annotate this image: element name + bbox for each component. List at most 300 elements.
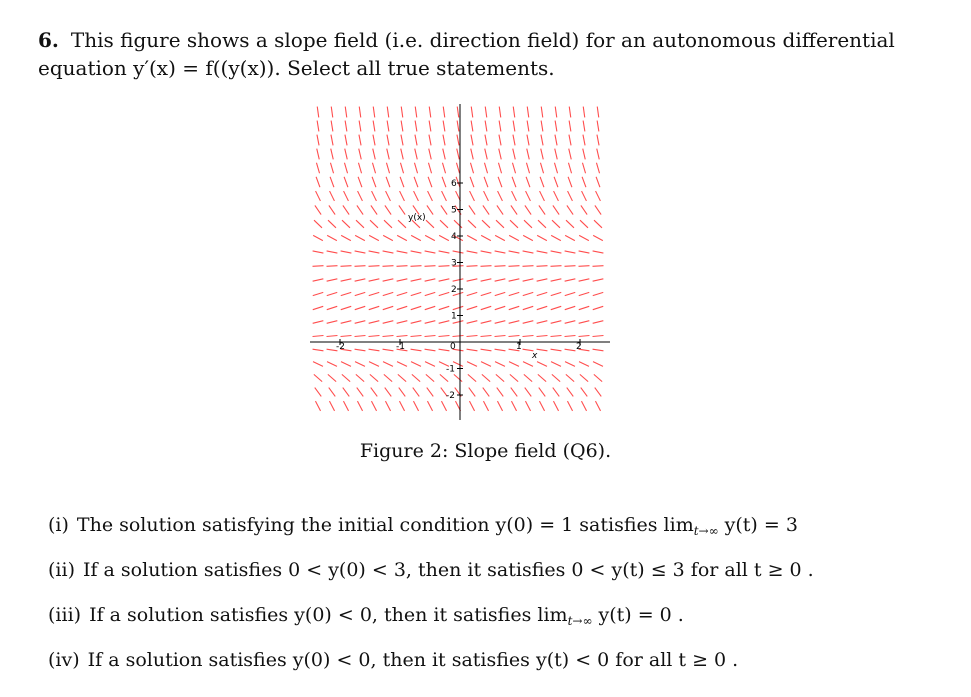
slope-segment [509, 306, 519, 309]
slope-segment [383, 362, 393, 367]
question [38, 26, 898, 82]
slope-segment [482, 220, 490, 228]
slope-segment [582, 177, 586, 187]
y-tick-label: 6 [451, 179, 457, 189]
slope-segment [355, 235, 365, 240]
slope-segment [399, 401, 404, 411]
slope-segment [328, 220, 336, 228]
slope-segment [384, 220, 392, 228]
x-axis-label: x [532, 351, 538, 361]
statement-label: (i) [48, 514, 69, 536]
slope-segment [595, 401, 600, 411]
slope-segment [495, 292, 505, 295]
slope-segment [568, 163, 571, 174]
slope-segment [579, 279, 590, 281]
slope-segment [512, 177, 516, 187]
slope-segment [425, 349, 436, 351]
slope-segment [383, 251, 394, 253]
slope-segment [569, 135, 571, 146]
y-axis-label: y(x) [408, 213, 426, 223]
slope-segment [565, 266, 576, 267]
slope-segment [495, 251, 506, 253]
slope-segment [369, 251, 380, 253]
slope-segment [469, 205, 475, 214]
slope-segment [483, 401, 488, 411]
slope-segment [329, 205, 335, 214]
slope-segment [369, 362, 379, 367]
slope-segment [317, 135, 319, 146]
slope-segment [411, 279, 422, 281]
slope-segment [555, 121, 557, 132]
slope-segment [317, 121, 319, 132]
slope-segment [495, 306, 505, 309]
slope-segment [499, 107, 501, 118]
slope-segment [400, 177, 404, 187]
slope-segment [414, 163, 417, 174]
slope-segment [453, 279, 464, 281]
slope-segment [314, 220, 322, 228]
slope-segment [583, 149, 586, 160]
slope-segment [526, 191, 531, 201]
slope-segment [441, 401, 446, 411]
slope-segment [397, 266, 408, 267]
slope-segment [597, 107, 599, 118]
slope-segment [513, 121, 515, 132]
slope-segment [467, 362, 477, 367]
slope-segment [345, 121, 347, 132]
slope-segment [523, 292, 533, 295]
question-line-1: This figure shows a slope field (i.e. direction field) for an autonomous differential [70, 28, 895, 52]
slope-segment [551, 251, 562, 253]
slope-segment [594, 374, 602, 381]
slope-segment [372, 191, 377, 201]
slope-segment [429, 149, 432, 160]
slope-segment [440, 220, 448, 228]
slope-segment [355, 349, 366, 351]
slope-segment [330, 191, 335, 201]
slope-segment [582, 163, 585, 174]
slope-segment [315, 401, 320, 411]
slope-segment [313, 362, 323, 367]
slope-segment [387, 107, 389, 118]
slope-segment [484, 177, 488, 187]
slope-segment [566, 374, 574, 381]
slope-segment [383, 266, 394, 267]
slope-segment [551, 292, 561, 295]
slope-segment [327, 362, 337, 367]
y-tick-label: 4 [451, 232, 457, 242]
slope-segment [551, 266, 562, 267]
slope-segment [342, 220, 350, 228]
slope-segment [593, 321, 604, 324]
slope-segment [399, 388, 406, 397]
slope-segment [485, 135, 487, 146]
slope-segment [510, 374, 518, 381]
slope-segment [327, 306, 337, 309]
slope-segment [411, 335, 422, 336]
slope-segment [373, 121, 375, 132]
slope-segment [387, 135, 389, 146]
slope-segment [471, 121, 473, 132]
slope-segment [369, 321, 380, 324]
slope-segment [369, 292, 379, 295]
slope-segment [581, 388, 588, 397]
slope-segment [511, 388, 518, 397]
slope-segment [593, 306, 603, 309]
slope-segment [537, 235, 547, 240]
slope-segment [385, 401, 390, 411]
slope-segment [470, 163, 473, 174]
slope-segment [327, 321, 338, 324]
slope-segment [369, 235, 379, 240]
slope-segment [331, 107, 333, 118]
slope-segment [525, 401, 530, 411]
slope-segment [400, 191, 405, 201]
slope-segment [551, 279, 562, 281]
slope-segment [537, 279, 548, 281]
slope-segment [327, 335, 338, 336]
slope-segment [371, 388, 378, 397]
slope-segment [537, 321, 548, 324]
slope-segment [356, 220, 364, 228]
slope-segment [552, 374, 560, 381]
slope-segment [411, 349, 422, 351]
slope-segment [383, 306, 393, 309]
slope-segment [551, 235, 561, 240]
slope-segment [467, 321, 478, 324]
slope-segment [453, 335, 464, 336]
slope-segment [427, 388, 434, 397]
slope-segment [593, 349, 604, 351]
slope-segment [341, 266, 352, 267]
slope-segment [537, 251, 548, 253]
slope-segment [537, 335, 548, 336]
slope-segment [412, 374, 420, 381]
slope-segment [554, 177, 558, 187]
slope-segment [496, 374, 504, 381]
slope-segment [313, 279, 324, 281]
slope-segment [401, 121, 403, 132]
slope-segment [344, 163, 347, 174]
slope-segment [411, 362, 421, 367]
slope-segment [565, 292, 575, 295]
slope-segment [328, 374, 336, 381]
slope-segment [471, 135, 473, 146]
slope-segment [428, 191, 433, 201]
slope-segment [371, 205, 377, 214]
slope-segment [397, 235, 407, 240]
slope-segment [439, 306, 449, 309]
slope-segment [509, 321, 520, 324]
slope-segment [397, 251, 408, 253]
statement-tail: y(t) = 0 . [592, 604, 684, 626]
slope-segment [467, 235, 477, 240]
slope-segment [454, 220, 462, 228]
slope-segment [355, 306, 365, 309]
slope-segment [341, 235, 351, 240]
slope-segment [397, 292, 407, 295]
slope-segment [485, 107, 487, 118]
slope-segment [523, 251, 534, 253]
slope-segment [467, 335, 478, 336]
slope-segment [567, 388, 574, 397]
slope-segment [359, 149, 362, 160]
slope-segment [425, 266, 436, 267]
slope-segment [373, 135, 375, 146]
y-tick-label: 2 [451, 285, 457, 295]
slope-segment [579, 306, 589, 309]
slope-segment [453, 251, 464, 253]
slope-segment [329, 388, 336, 397]
slope-segment [397, 279, 408, 281]
slope-segment [397, 321, 408, 324]
slope-segment [401, 149, 404, 160]
slope-segment [429, 107, 431, 118]
slope-segment [358, 163, 361, 174]
slope-segment [523, 335, 534, 336]
slope-segment [317, 107, 319, 118]
slope-segment [527, 135, 529, 146]
slope-segment [359, 135, 361, 146]
slope-segment [345, 149, 348, 160]
slope-segment [425, 251, 436, 253]
slope-segment [331, 121, 333, 132]
slope-segment [495, 321, 506, 324]
slope-segment [596, 191, 601, 201]
statement-text: If a solution satisfies 0 < y(0) < 3, then it satisfies 0 < y(t) ≤ 3 for all t ≥ 0 . [82, 559, 814, 581]
slope-segment [411, 251, 422, 253]
slope-segment [316, 177, 320, 187]
slope-segment [470, 177, 474, 187]
statement-3[interactable] [48, 604, 948, 649]
statement-4[interactable] [48, 649, 948, 694]
slope-segment [439, 266, 450, 267]
slope-segment [425, 292, 435, 295]
slope-segment [343, 388, 350, 397]
slope-segment [579, 266, 590, 267]
statement-text: If a solution satisfies y(0) < 0, then it satisfies lim [89, 604, 568, 626]
slope-segment [327, 279, 338, 281]
slope-segment [425, 335, 436, 336]
slope-segment [370, 220, 378, 228]
slope-segment [369, 349, 380, 351]
slope-segment [565, 235, 575, 240]
slope-segment [541, 107, 543, 118]
slope-segment [467, 306, 477, 309]
slope-segment [481, 349, 492, 351]
slope-segment [341, 279, 352, 281]
slope-segment [481, 251, 492, 253]
slope-segment [429, 135, 431, 146]
slope-segment [482, 374, 490, 381]
slope-segment [509, 266, 520, 267]
slope-segment [526, 177, 530, 187]
slope-segment [355, 266, 366, 267]
slope-segment [537, 306, 547, 309]
slope-segment [495, 266, 506, 267]
statement-limit-sub: t→∞ [693, 524, 719, 538]
statement-label: (iv) [48, 649, 80, 671]
slope-segment [579, 362, 589, 367]
statements-list [48, 514, 948, 694]
slope-segment [485, 121, 487, 132]
slope-segment [539, 388, 546, 397]
slope-segment [425, 235, 435, 240]
slope-segment [537, 292, 547, 295]
slope-segment [527, 107, 529, 118]
slope-segment [523, 279, 534, 281]
slope-segment [553, 388, 560, 397]
slope-segment [540, 191, 545, 201]
slope-segment [341, 306, 351, 309]
slope-segment [539, 205, 545, 214]
slope-segment [596, 163, 599, 174]
slope-segment [385, 205, 391, 214]
slope-segment [371, 401, 376, 411]
slope-segment [467, 279, 478, 281]
slope-segment [569, 121, 571, 132]
slope-segment [554, 163, 557, 174]
slope-segment [373, 149, 376, 160]
slope-segment [579, 251, 590, 253]
statement-limit-sub: t→∞ [567, 614, 593, 628]
slope-segment [512, 163, 515, 174]
slope-segment [467, 251, 478, 253]
axis-ticks [336, 179, 582, 401]
slope-segment [369, 335, 380, 336]
slope-segment [397, 335, 408, 336]
figure-caption: Figure 2: Slope field (Q6). [359, 440, 612, 462]
slope-segment [513, 149, 516, 160]
slope-segment [358, 191, 363, 201]
slope-segment [579, 335, 590, 336]
y-tick-label: 3 [451, 258, 457, 269]
slope-segment [481, 362, 491, 367]
slope-segment [537, 362, 547, 367]
statement-2[interactable] [48, 559, 948, 604]
slope-segment [329, 401, 334, 411]
slope-segment [481, 292, 491, 295]
slope-segment [343, 205, 349, 214]
slope-segment [327, 266, 338, 267]
slope-segment [314, 374, 322, 381]
slope-segment [593, 235, 603, 240]
slope-segment [469, 401, 474, 411]
slope-segment [313, 335, 324, 336]
slope-segment [341, 321, 352, 324]
slope-segment [565, 279, 576, 281]
slope-segment [357, 388, 364, 397]
slope-segment [538, 374, 546, 381]
x-tick-label: 1 [516, 342, 522, 352]
slope-segment [442, 163, 445, 174]
statement-text: If a solution satisfies y(0) < 0, then it satisfies y(t) < 0 for all t ≥ 0 . [87, 649, 739, 671]
slope-segment [582, 191, 587, 201]
slope-segment [427, 401, 432, 411]
slope-segment [425, 279, 436, 281]
slope-segment [358, 177, 362, 187]
slope-segment [317, 149, 320, 160]
slope-segment [593, 279, 604, 281]
slope-segment [523, 235, 533, 240]
slope-segment [569, 107, 571, 118]
slope-segment [426, 374, 434, 381]
slope-segment [583, 135, 585, 146]
slope-segment [593, 292, 603, 295]
slope-segment [481, 335, 492, 336]
slope-segment [359, 107, 361, 118]
slope-segment [509, 235, 519, 240]
slope-segment [597, 121, 599, 132]
slope-segment [471, 107, 473, 118]
slope-segment [397, 362, 407, 367]
slope-segment [315, 388, 322, 397]
slope-segment [386, 191, 391, 201]
slope-segment [527, 149, 530, 160]
slope-segment [313, 266, 324, 267]
slope-segment [345, 107, 347, 118]
slope-field-figure [310, 104, 610, 420]
slope-segment [551, 321, 562, 324]
slope-segment [355, 292, 365, 295]
slope-segment [581, 401, 586, 411]
slope-segment [413, 401, 418, 411]
slope-segment [457, 135, 459, 146]
slope-segment [471, 149, 474, 160]
slope-segment [425, 321, 436, 324]
slope-segment [596, 177, 600, 187]
statement-1[interactable] [48, 514, 948, 559]
x-tick-label: -2 [336, 342, 345, 352]
slope-segment [467, 349, 478, 351]
statement-label: (ii) [48, 559, 75, 581]
slope-segment [594, 220, 602, 228]
slope-segment [512, 191, 517, 201]
slope-segment [439, 235, 449, 240]
slope-segment [345, 135, 347, 146]
y-tick-label: -2 [446, 391, 455, 401]
slope-segment [327, 235, 337, 240]
slope-segment [454, 374, 462, 381]
slope-segment [593, 251, 604, 253]
question-number: 6. [38, 28, 59, 52]
slope-segment [499, 135, 501, 146]
slope-segment [496, 220, 504, 228]
slope-segment [343, 401, 348, 411]
slope-segment [595, 205, 601, 214]
slope-segment [593, 266, 604, 267]
slope-segment [513, 107, 515, 118]
slope-segment [580, 374, 588, 381]
slope-segment [527, 121, 529, 132]
slope-segment [524, 374, 532, 381]
slope-segment [411, 266, 422, 267]
slope-segment [565, 349, 576, 351]
slope-segment [551, 335, 562, 336]
slope-segment [331, 149, 334, 160]
slope-segment [313, 321, 324, 324]
slope-segment [597, 135, 599, 146]
slope-segment [593, 362, 603, 367]
slope-segment [484, 191, 489, 201]
slope-segment [387, 121, 389, 132]
slope-segment [540, 177, 544, 187]
slope-segment [483, 205, 489, 214]
slope-segment [579, 235, 589, 240]
slope-segment [456, 163, 459, 174]
slope-segment [567, 401, 572, 411]
slope-segment [509, 279, 520, 281]
